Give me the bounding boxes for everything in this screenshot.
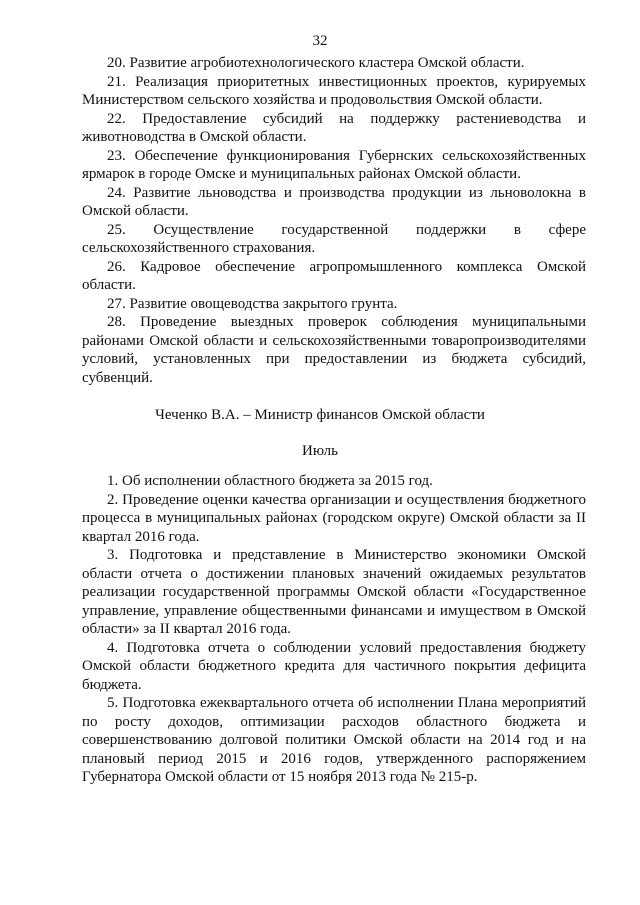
list-item: 20. Развитие агробиотехнологического кластера Омской области. [107,55,525,71]
list-item: 1. Об исполнении областного бюджета за 2015 год. [107,473,433,489]
list-item: 4. Подготовка отчета о соблюдении условий предоставления бюджету Омской области бюджетного кредита для частичного покрытия дефицита бюджета. [82,639,586,693]
list-item: 21. Реализация приоритетных инвестиционных проектов, курируемых Министерством сельского хозяйства и продовольствия Омской области. [82,73,586,108]
list-item: 22. Предоставление субсидий на поддержку растениеводства и животноводства в Омской области. [82,110,586,145]
agriculture-items-list [82,54,586,387]
list-item: 3. Подготовка и представление в Министерство экономики Омской области отчета о достижении плановых значений ожидаемых результатов реализации государственной программы Омской области «Государственное управление, управление общественными финансами и имуществом в Омской области» за II квартал 2016 года. [82,547,586,637]
list-item: 24. Развитие льноводства и производства продукции из льноволокна в Омской области. [82,184,586,219]
official-heading: Чеченко В.А. – Министр финансов Омской области [155,407,485,423]
list-item: 27. Развитие овощеводства закрытого грунта. [107,295,398,312]
list-item: 23. Обеспечение функционирования Губернских сельскохозяйственных ярмарок в городе Омске и муниципальных районах Омской области. [82,147,586,182]
list-item: 26. Кадровое обеспечение агропромышленного комплекса Омской области. [82,258,586,293]
list-item: 5. Подготовка ежеквартального отчета об исполнении Плана мероприятий по росту доходов, оптимизации расходов областного бюджета и совершенствованию долговой политики Омской области на 2014 год и на плановый период 2015 и 2016 годов, утвержденного распоряжением Губернатора Омской области от 15 ноября 2013 года № 215-р. [82,695,586,785]
page-number: 32 [312,33,328,49]
finance-items-list [82,472,586,787]
list-item: 25. Осуществление государственной поддержки в сфере сельскохозяйственного страхования. [82,221,586,256]
month-heading: Июль [302,443,338,459]
list-item: 28. Проведение выездных проверок соблюдения муниципальными районами Омской области и сельскохозяйственными товаропроизводителями условий, установленных при предоставлении из бюджета субсидий, субвенций. [82,314,586,386]
list-item: 2. Проведение оценки качества организации и осуществления бюджетного процесса в муниципальных районах (городском округе) Омской области за II квартал 2016 года. [82,491,586,545]
